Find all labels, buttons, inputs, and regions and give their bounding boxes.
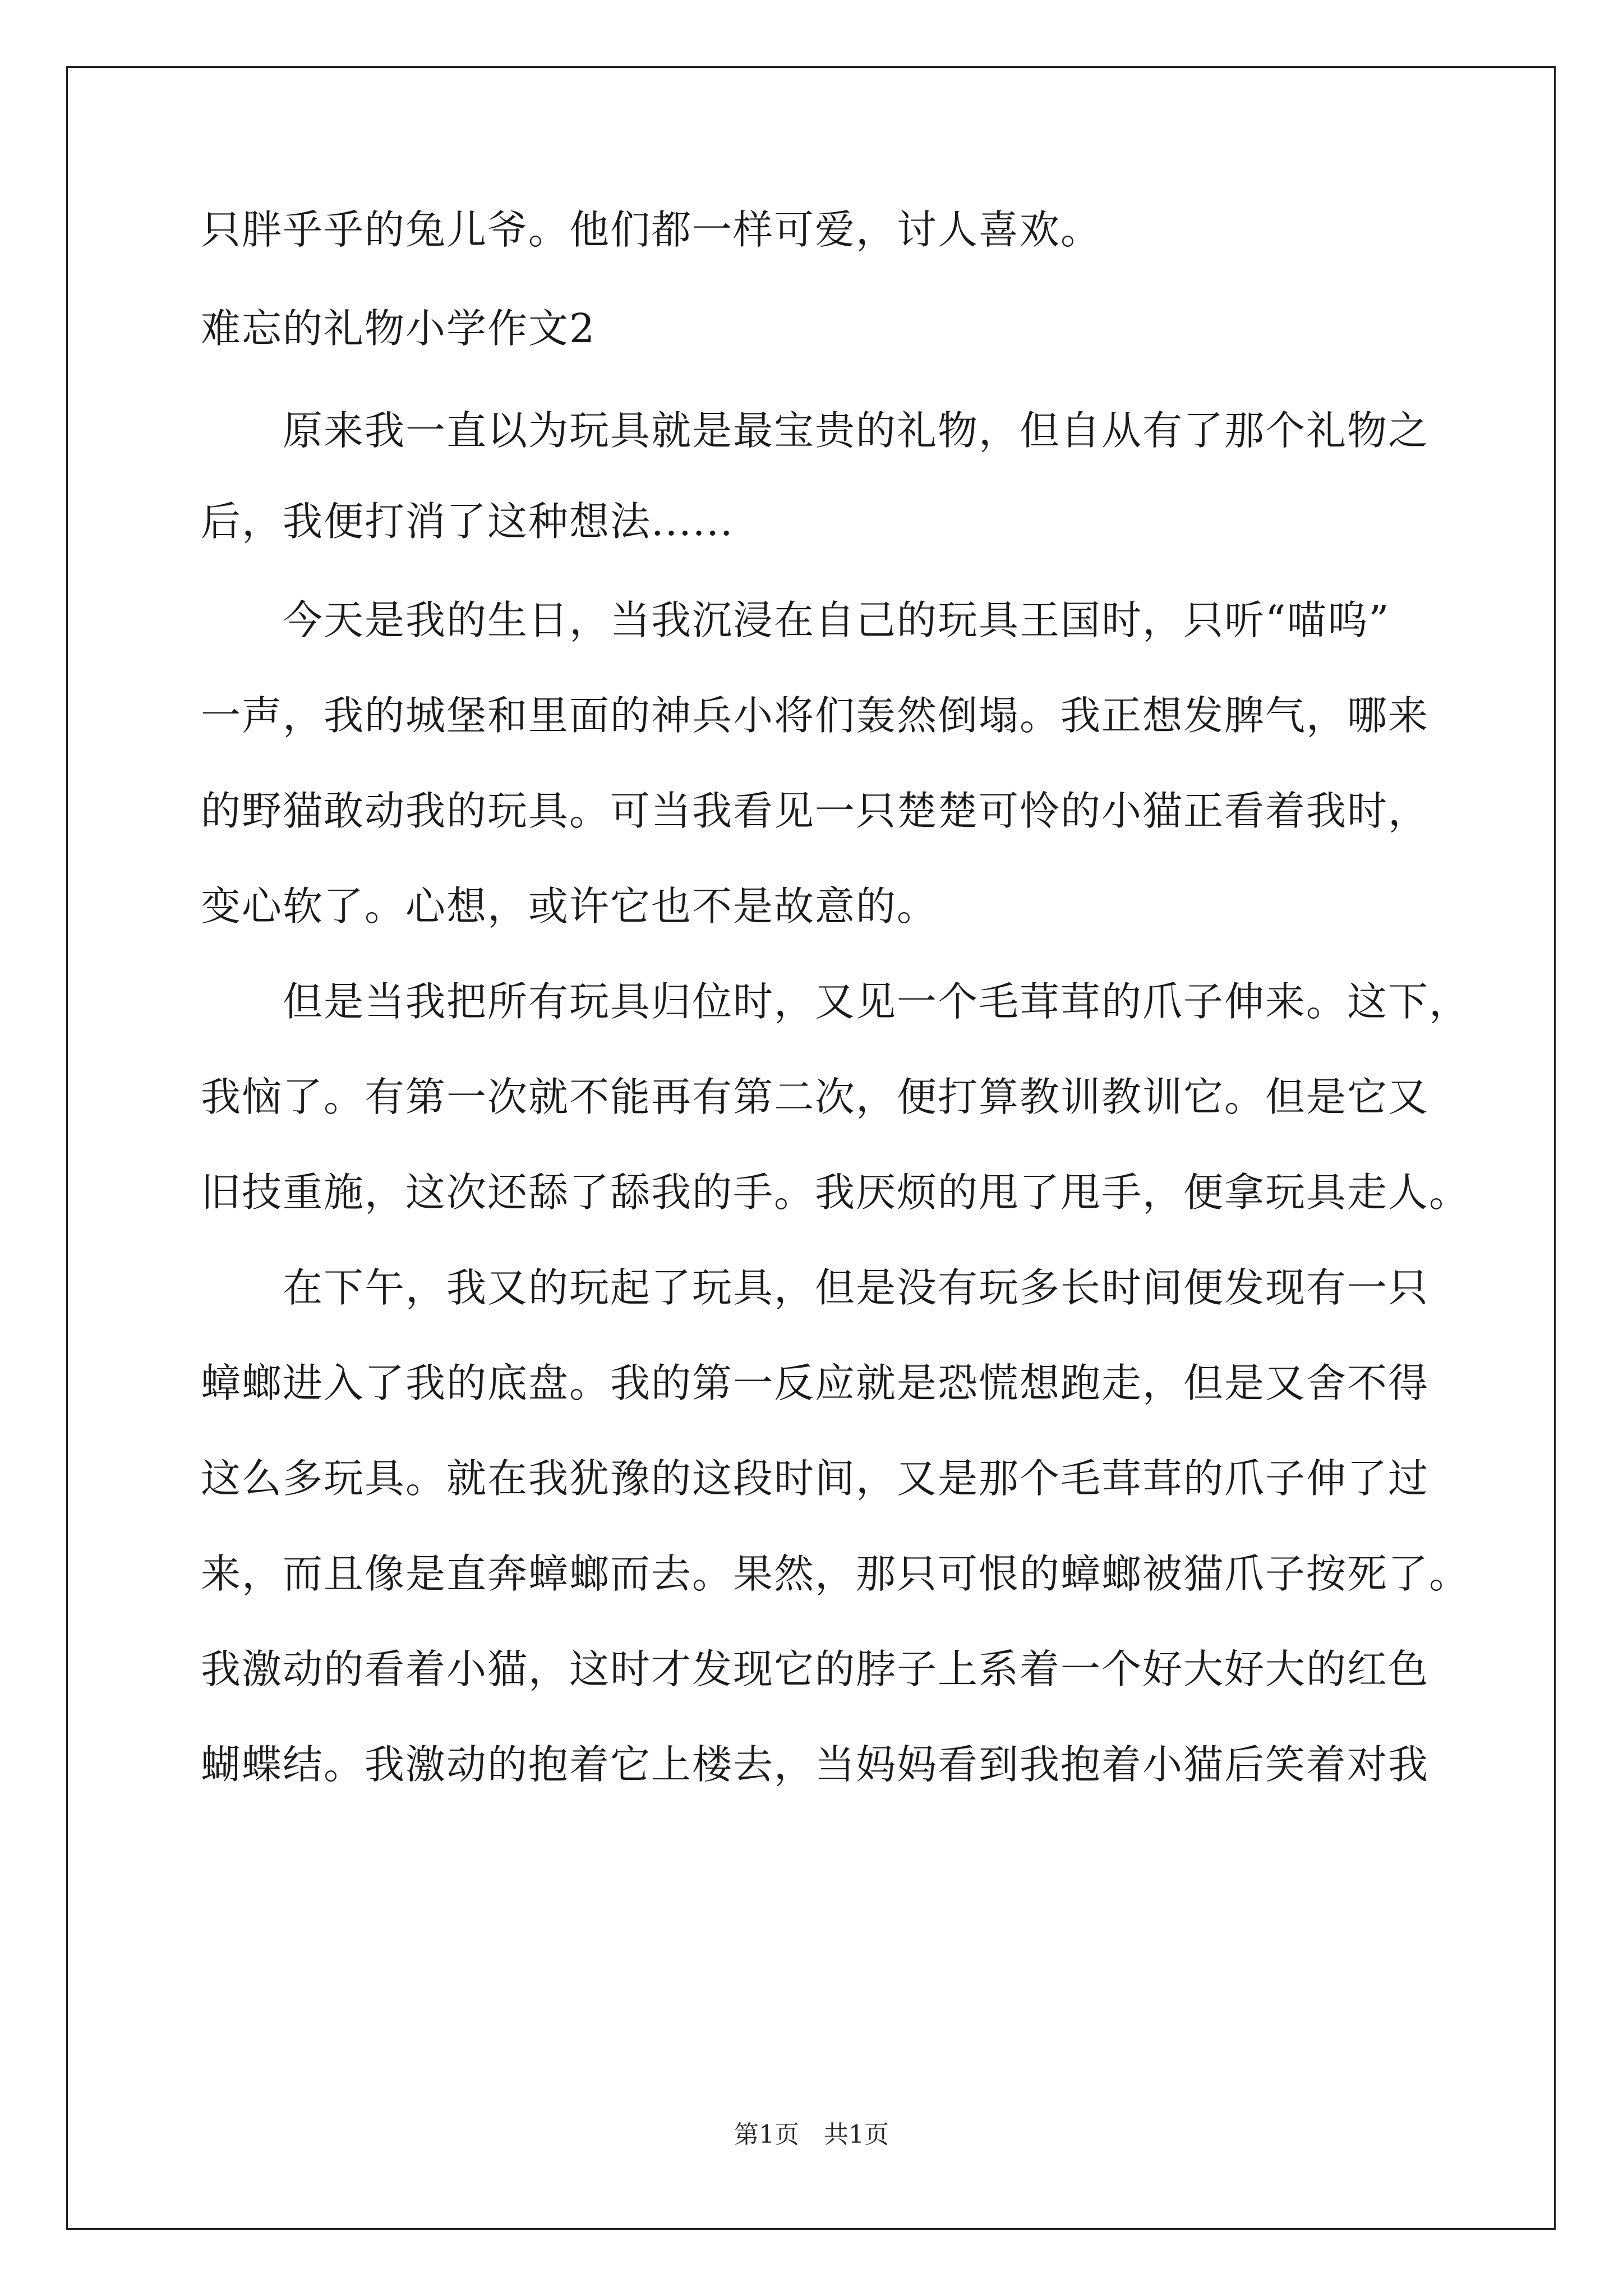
text-line: 这么多玩具。就在我犹豫的这段时间，又是那个毛茸茸的爪子伸了过 [201,1455,1430,1502]
text-line: 变心软了。心想，或许它也不是故意的。 [201,883,938,930]
text-line: 蟑螂进入了我的底盘。我的第一反应就是恐慌想跑走，但是又舍不得 [201,1360,1430,1406]
text-line: 旧技重施，这次还舔了舔我的手。我厌烦的甩了甩手，便拿玩具走人。 [201,1169,1470,1216]
text-line: 一声，我的城堡和里面的神兵小将们轰然倒塌。我正想发脾气，哪来 [201,692,1430,739]
text-line: 只胖乎乎的兔儿爷。他们都一样可爱，讨人喜欢。 [201,206,1102,253]
text-line: 但是当我把所有玩具归位时，又见一个毛茸茸的爪子伸来。这下， [201,978,1470,1025]
text-line: 蝴蝶结。我激动的抱着它上楼去，当妈妈看到我抱着小猫后笑着对我 [201,1741,1430,1788]
text-line: 今天是我的生日，当我沉浸在自己的玩具王国时，只听“喵呜” [201,597,1390,643]
section-title: 难忘的礼物小学作文2 [201,305,596,352]
page-border [66,66,1556,2230]
text-line: 我激动的看着小猫，这时才发现它的脖子上系着一个好大好大的红色 [201,1646,1430,1692]
text-line: 在下午，我又的玩起了玩具，但是没有玩多长时间便发现有一只 [201,1264,1430,1311]
text-line: 后，我便打消了这种想法...... [201,498,734,545]
text-line: 的野猫敢动我的玩具。可当我看见一只楚楚可怜的小猫正看着我时， [201,788,1430,834]
text-line: 来，而且像是直奔蟑螂而去。果然，那只可恨的蟑螂被猫爪子按死了。 [201,1550,1470,1597]
text-line: 我恼了。有第一次就不能再有第二次，便打算教训教训它。但是它又 [201,1074,1430,1120]
text-line: 原来我一直以为玩具就是最宝贵的礼物，但自从有了那个礼物之 [201,407,1430,454]
page-footer: 第1页 共1页 [734,2120,889,2149]
